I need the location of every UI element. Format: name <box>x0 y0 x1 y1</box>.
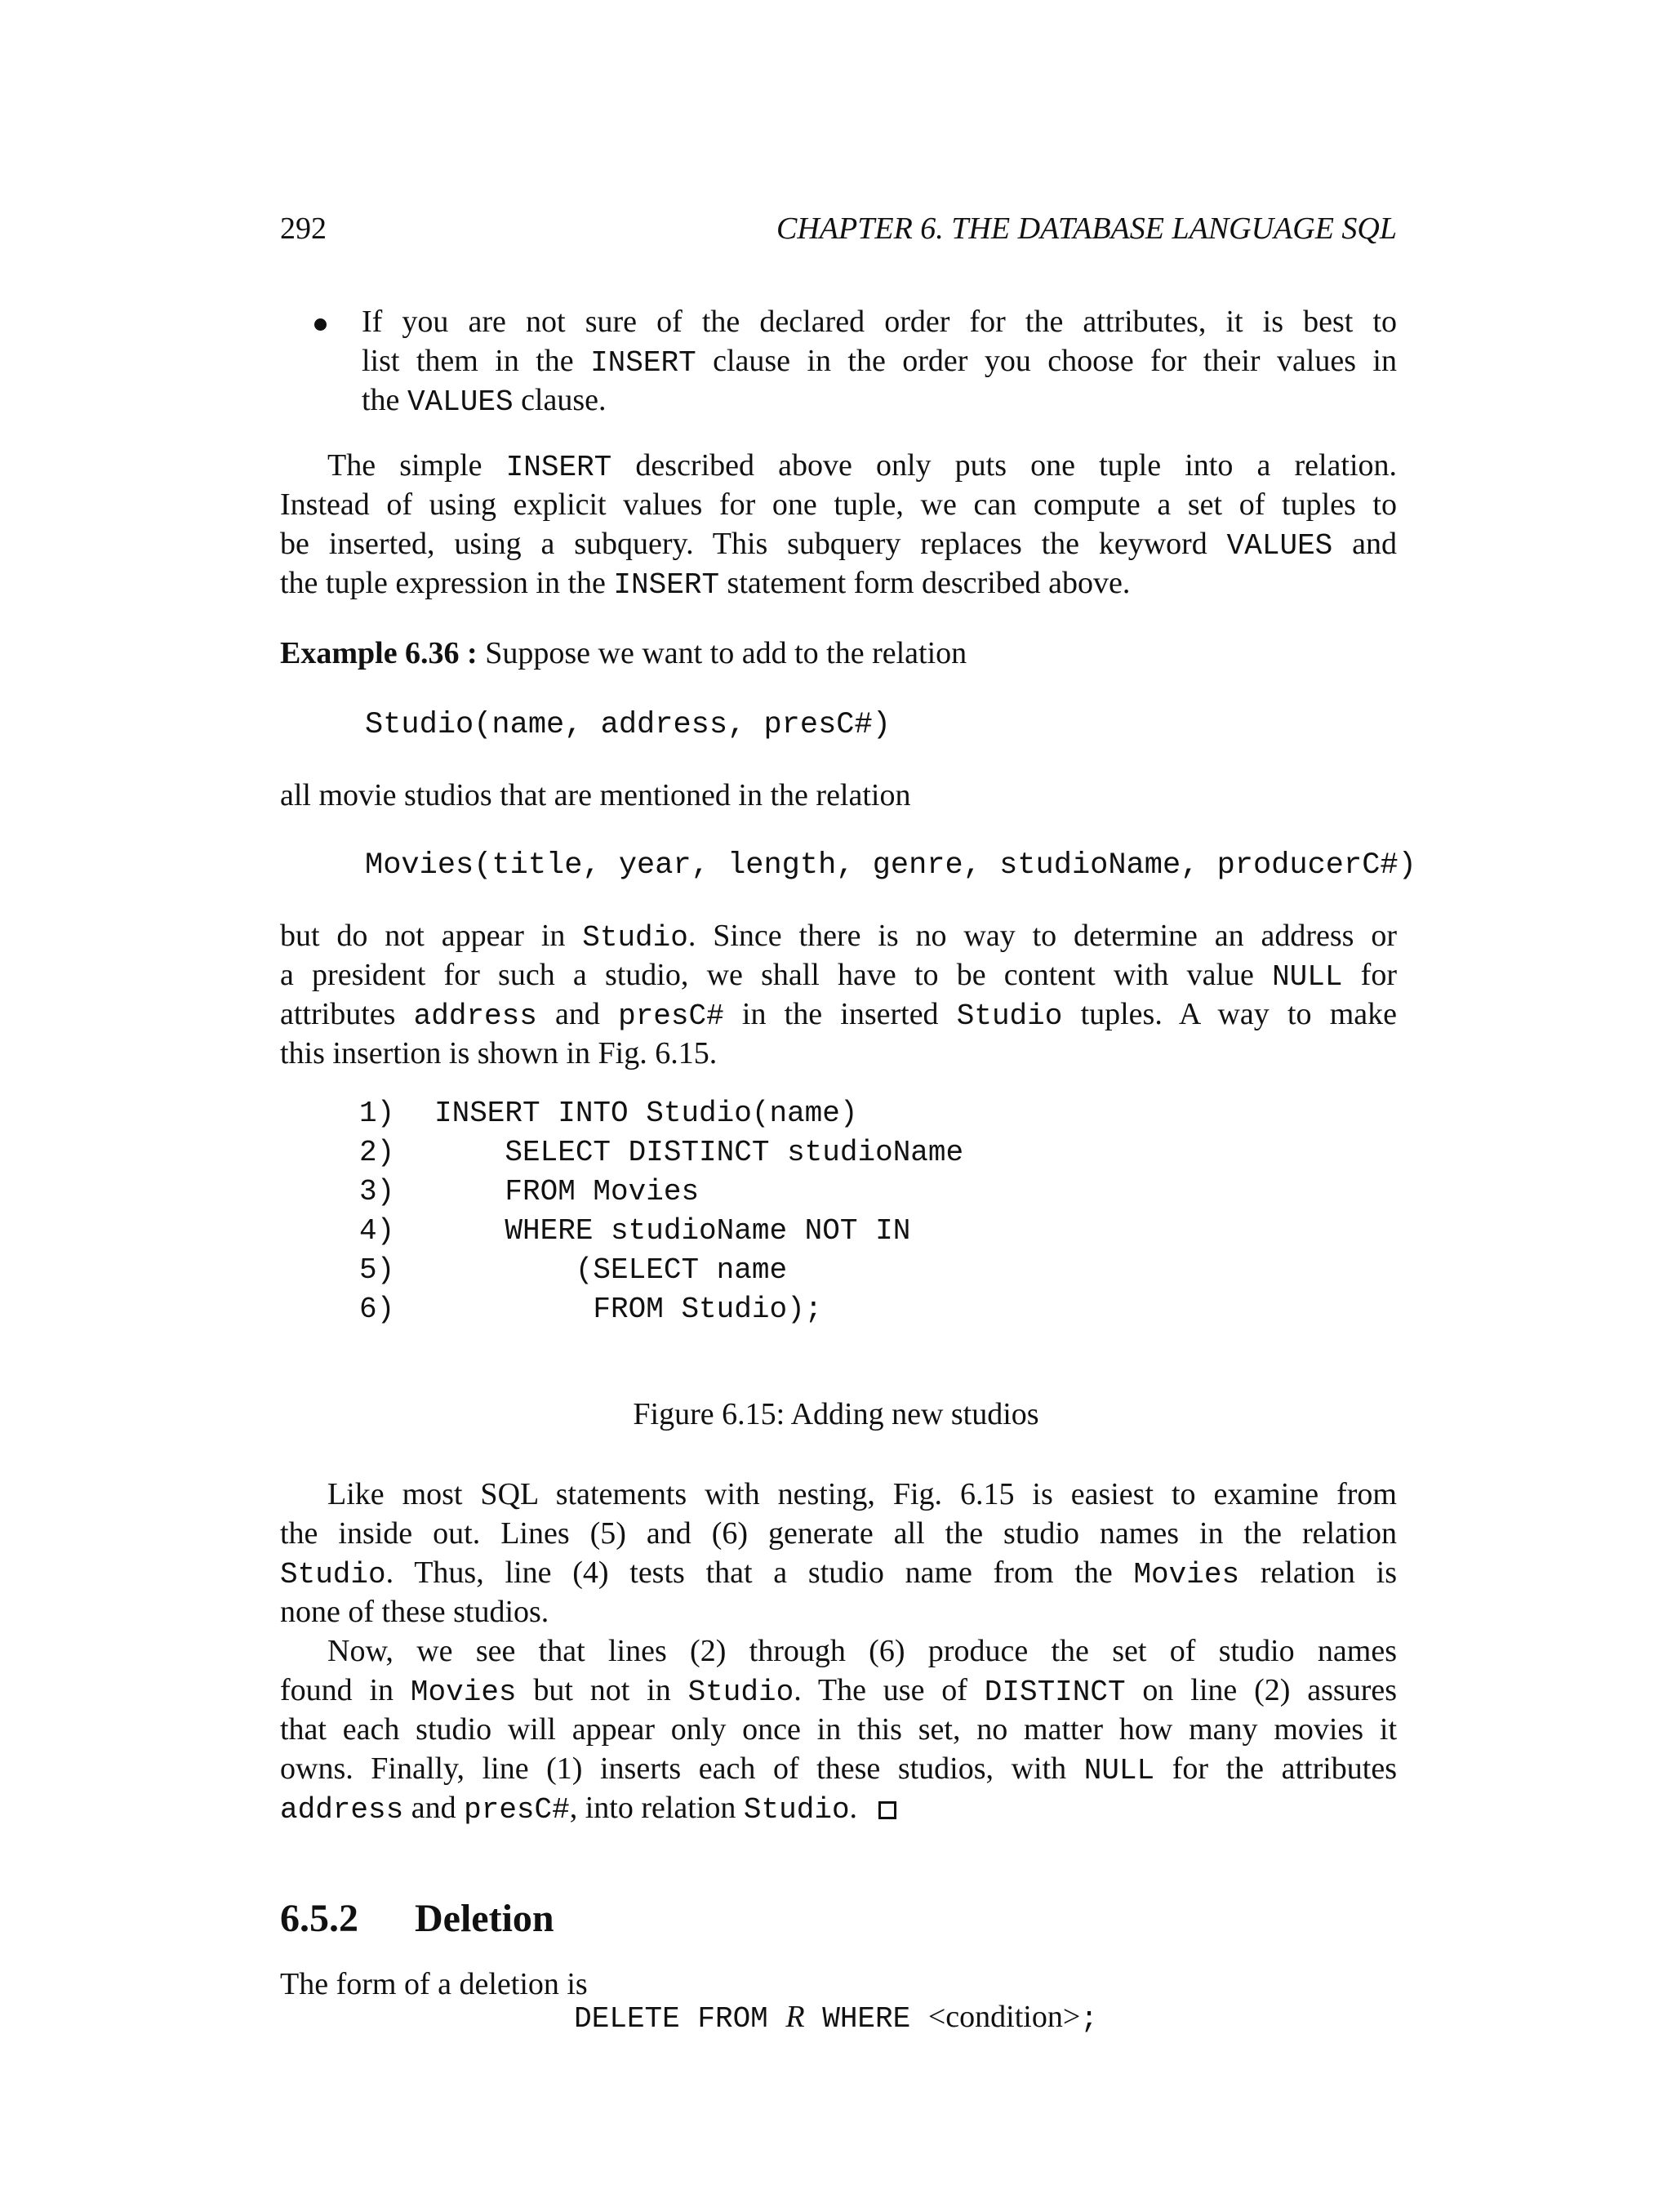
code-line: (SELECT name <box>434 1253 788 1287</box>
movies-relation: Movies(title, year, length, genre, studioName, producerC#) <box>365 848 1416 883</box>
bullet-line-3: the VALUES clause. <box>362 383 607 419</box>
code-line: FROM Movies <box>434 1175 700 1208</box>
example-line-3: attributes address and presC# in the inserted Studio tuples. A way to make <box>280 997 1397 1033</box>
page-number: 292 <box>280 211 327 246</box>
para1-line-4: the tuple expression in the INSERT statement form described above. <box>280 566 1131 602</box>
deletion-intro: The form of a deletion is <box>280 1967 588 2001</box>
delete-statement: DELETE FROM R WHERE <condition>; <box>574 2000 1098 2036</box>
code-line: SELECT DISTINCT studioName <box>434 1136 964 1169</box>
code-line-number: 1) <box>359 1097 395 1130</box>
section-heading <box>280 1899 554 1938</box>
para1-line-2: Instead of using explicit values for one tuple, we can compute a set of tuples to <box>280 487 1397 522</box>
para2-line-2: the inside out. Lines (5) and (6) generate all the studio names in the relation <box>280 1516 1397 1551</box>
code-line-number: 3) <box>359 1175 395 1208</box>
end-of-example-icon <box>878 1801 896 1819</box>
example-label: Example 6.36 : <box>280 636 478 670</box>
chapter-title: CHAPTER 6. THE DATABASE LANGUAGE SQL <box>776 211 1397 246</box>
code-line-number: 6) <box>359 1293 395 1326</box>
para3-line-3: that each studio will appear only once in this set, no matter how many movies it <box>280 1712 1397 1747</box>
section-title: Deletion <box>415 1897 554 1940</box>
para2-line-1: Like most SQL statements with nesting, Fig. 6.15 is easiest to examine from <box>327 1477 1397 1511</box>
code-line-number: 2) <box>359 1136 395 1169</box>
code-line-number: 5) <box>359 1253 395 1287</box>
bullet-line-2: list them in the INSERT clause in the order you choose for their values in <box>362 344 1397 380</box>
running-head <box>280 209 1397 250</box>
bullet-icon <box>314 318 327 331</box>
section-number: 6.5.2 <box>280 1897 358 1940</box>
para1-line-3: be inserted, using a subquery. This subquery replaces the keyword VALUES and <box>280 527 1397 563</box>
para3-line-5: address and presC#, into relation Studio. <box>280 1788 1397 1830</box>
para2-line-4: none of these studios. <box>280 1595 549 1629</box>
para3-line-2: found in Movies but not in Studio. The use of DISTINCT on line (2) assures <box>280 1673 1397 1709</box>
figure-caption: Figure 6.15: Adding new studios <box>633 1397 1039 1431</box>
code-line: WHERE studioName NOT IN <box>434 1214 911 1248</box>
code-line: INSERT INTO Studio(name) <box>434 1097 858 1130</box>
code-line: FROM Studio); <box>434 1293 823 1326</box>
figure-6-15-code <box>359 1094 1176 1339</box>
example-mid-text: all movie studios that are mentioned in the relation <box>280 778 911 812</box>
code-line-number: 4) <box>359 1214 395 1248</box>
para1-line-1: The simple INSERT described above only puts one tuple into a relation. <box>327 448 1398 484</box>
studio-relation: Studio(name, address, presC#) <box>365 708 891 742</box>
example-line-1: but do not appear in Studio. Since there is no way to determine an address or <box>280 919 1397 955</box>
example-line-4: this insertion is shown in Fig. 6.15. <box>280 1036 718 1070</box>
bullet-line-1: If you are not sure of the declared order for the attributes, it is best to <box>362 305 1397 339</box>
para3-line-1: Now, we see that lines (2) through (6) produce the set of studio names <box>327 1634 1397 1668</box>
para3-line-4: owns. Finally, line (1) inserts each of these studios, with NULL for the attributes <box>280 1751 1397 1787</box>
example-intro: Example 6.36 : Suppose we want to add to the relation <box>280 636 967 670</box>
example-line-2: a president for such a studio, we shall have to be content with value NULL for <box>280 958 1397 994</box>
para2-line-3: Studio. Thus, line (4) tests that a studio name from the Movies relation is <box>280 1556 1397 1591</box>
